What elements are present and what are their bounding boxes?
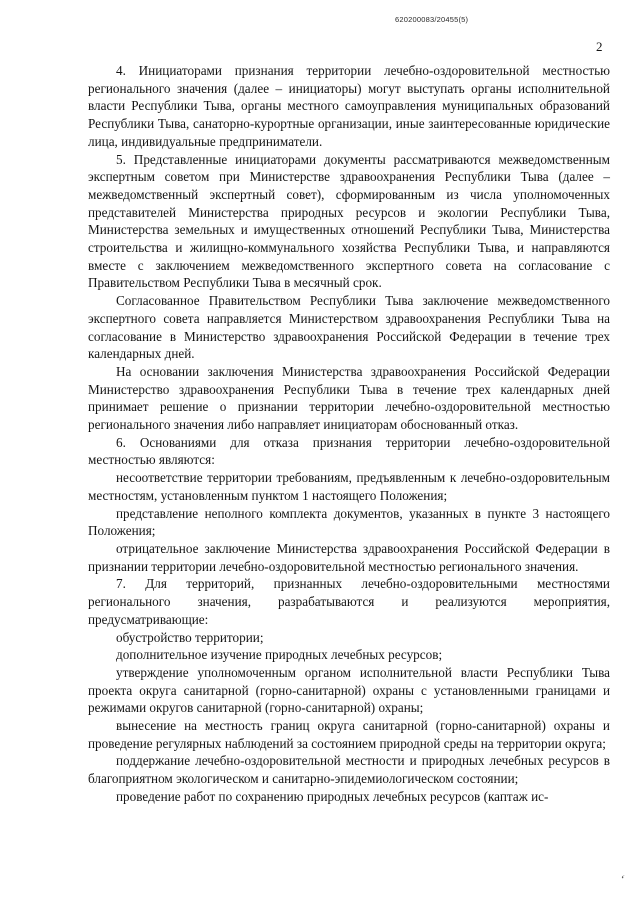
paragraph-4-initiators: 4. Инициаторами признания территории лечебно-оздоровительной местностью регионального значения (далее – инициаторы) могут выступать органы исполнительной власти Республики Тыва, органы местного самоуправления муниципальных образований Республики Тыва, санаторно-курортные организации, иные заинтересованные юридические лица, индивидуальные предприниматели. [88,63,610,149]
paragraph-7-measures: 7. Для территорий, признанных лечебно-оздоровительными местностями регионального значения, разрабатываются и реализуются мероприятия, предусматривающие: [88,576,610,627]
list-item-project-approval: утверждение уполномоченным органом исполнительной власти Республики Тыва проекта округа санитарной (горно-санитарной) охраны с установленными границами и режимами округов санитарной (горно-санитарной) охраны; [88,664,610,716]
paragraph-decision: На основании заключения Министерства здравоохранения Российской Федерации Министерство здравоохранения Республики Тыва в течение трех календарных дней принимает решение о признании территории лечебно-оздоровительной местностью регионального значения либо направляет инициаторам обоснованный отказ. [88,363,610,433]
list-item-boundary-marking: вынесение на местность границ округа санитарной (горно-санитарной) охраны и проведение регулярных наблюдений за состоянием природной среды на территории округа; [88,718,610,751]
list-item-incomplete-documents: представление неполного комплекта документов, указанных в пункте 3 настоящего Положения; [88,505,610,539]
paragraph-5-expert-council: 5. Представленные инициаторами документы рассматриваются межведомственным экспертным советом при Министерстве здравоохранения Республики Тыва (далее – межведомственный экспертный совет), сформированным из числа уполномоченных представителей Министерства природных ресурсов и экологии Республики Тыва, Министерства земельных и имущественных отношений Республики Тыва, Министерства строительства и жилищно-коммунального хозяйства Республики Тыва, и направляются вместе с заключением межведомственного экспертного совета на согласование с Правительством Республики Тыва в месячный срок. [88,151,610,291]
paragraph-agreed-conclusion: Согласованное Правительством Республики Тыва заключение межведомственного экспертного совета направляется Министерством здравоохранения Республики Тыва на согласование в Министерство здравоохранения Российской Федерации в течение трех календарных дней. [88,293,610,362]
paragraph-6-refusal-grounds: 6. Основаниями для отказа признания территории лечебно-оздоровительной местностью являются: [88,434,610,468]
list-item-nonconformity: несоответствие территории требованиям, предъявленным к лечебно-оздоровительным местностям, установленным пунктом 1 настоящего Положения; [88,470,610,503]
list-item-resource-preservation: проведение работ по сохранению природных лечебных ресурсов (каптаж ис- [116,788,549,804]
list-item-territory-arrangement: обустройство территории; [116,629,264,645]
page-number: 2 [596,39,603,54]
document-code: 620200083/20455(5) [395,15,469,24]
list-item-negative-conclusion: отрицательное заключение Министерства здравоохранения Российской Федерации в признании территории лечебно-оздоровительной местностью регионального значения. [88,540,610,574]
document-body [88,62,610,806]
list-item-maintenance: поддержание лечебно-оздоровительной местности и природных лечебных ресурсов в благоприятном экологическом и санитарно-эпидемиологическом состоянии; [88,753,610,787]
scan-artifact-mark: ʻ [617,871,627,887]
list-item-additional-study: дополнительное изучение природных лечебных ресурсов; [116,647,443,663]
